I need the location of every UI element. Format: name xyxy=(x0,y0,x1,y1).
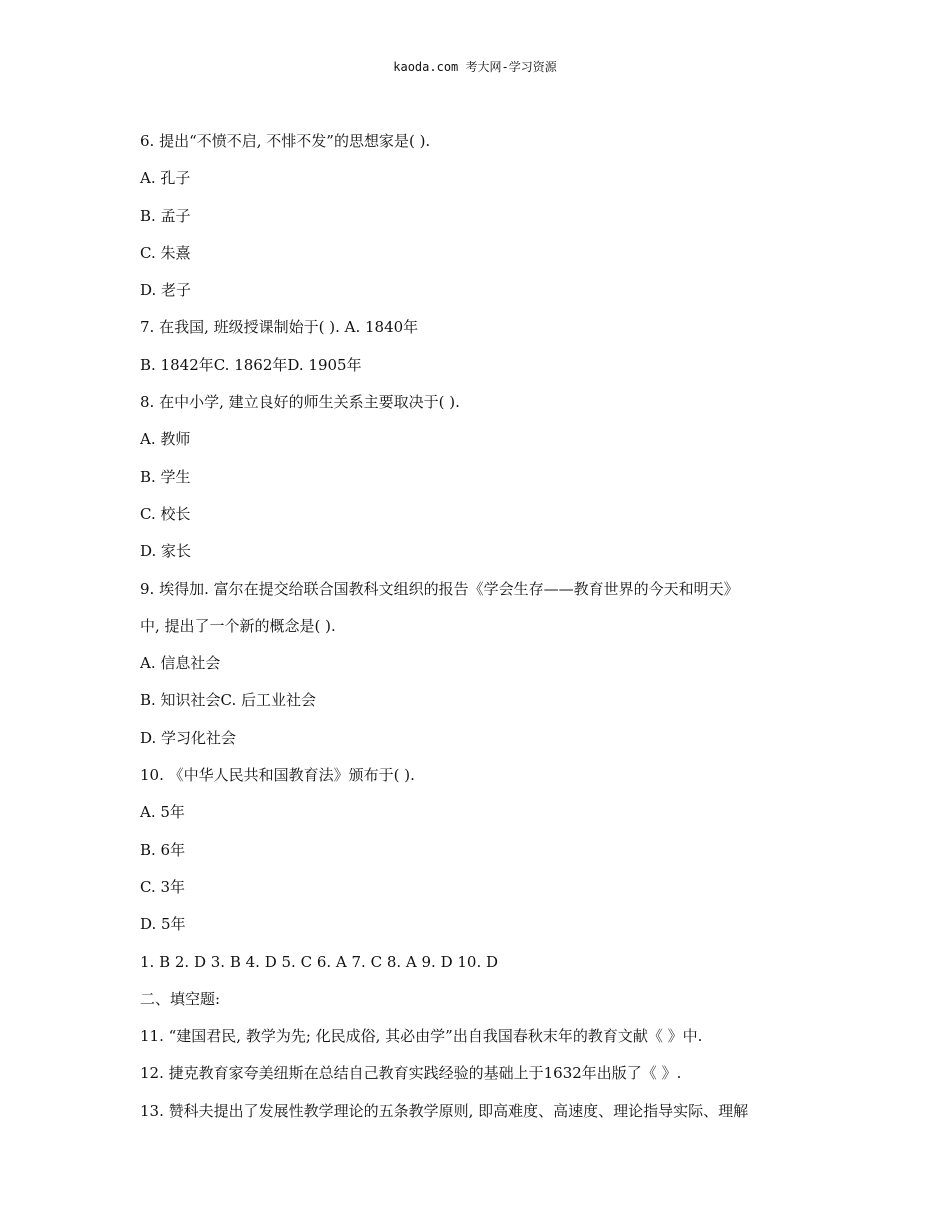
question-10-option-d: D. 5年 xyxy=(140,915,186,934)
question-8-option-b: B. 学生 xyxy=(140,467,191,486)
question-9-option-d: D. 学习化社会 xyxy=(140,728,237,747)
question-8-option-a: A. 教师 xyxy=(140,430,191,449)
question-6-option-a: A. 孔子 xyxy=(140,169,191,188)
question-10-option-b: B. 6年 xyxy=(140,840,186,859)
question-8-option-d: D. 家长 xyxy=(140,542,192,561)
question-6-option-b: B. 孟子 xyxy=(140,206,191,225)
question-6: 6. 提出“不愤不启, 不悱不发”的思想家是( ). xyxy=(140,132,431,150)
question-8-option-c: C. 校长 xyxy=(140,504,191,523)
question-9-option-b-c: B. 知识社会C. 后工业社会 xyxy=(140,691,317,710)
page-header: kaoda.com 考大网-学习资源 xyxy=(393,60,557,74)
question-10-option-a: A. 5年 xyxy=(140,803,185,822)
question-10-option-c: C. 3年 xyxy=(140,877,186,896)
question-8: 8. 在中小学, 建立良好的师生关系主要取决于( ). xyxy=(140,393,460,412)
question-10: 10. 《中华人民共和国教育法》颁布于( ). xyxy=(140,766,415,785)
section-heading-fill-in: 二、填空题: xyxy=(140,989,221,1008)
question-11: 11. “建国君民, 教学为先; 化民成俗, 其必由学”出自我国春秋末年的教育文献《 》中. xyxy=(140,1027,703,1046)
question-7: 7. 在我国, 班级授课制始于( ). A. 1840年 xyxy=(140,318,419,337)
question-7-options: B. 1842年C. 1862年D. 1905年 xyxy=(140,355,362,374)
question-6-option-c: C. 朱熹 xyxy=(140,243,191,262)
question-9-line-1: 9. 埃得加. 富尔在提交给联合国教科文组织的报告《学会生存——教育世界的今天和明天》 xyxy=(140,579,739,598)
document-body xyxy=(140,128,830,1135)
question-12: 12. 捷克教育家夸美纽斯在总结自己教育实践经验的基础上于1632年出版了《 》. xyxy=(140,1064,682,1083)
answer-key: 1. B 2. D 3. B 4. D 5. C 6. A 7. C 8. A 9. D 10. D xyxy=(140,952,499,971)
question-9-option-a: A. 信息社会 xyxy=(140,654,221,673)
question-6-option-d: D. 老子 xyxy=(140,281,192,300)
question-9-line-2: 中, 提出了一个新的概念是( ). xyxy=(140,616,336,635)
question-13: 13. 赞科夫提出了发展性教学理论的五条教学原则, 即高难度、高速度、理论指导实际、理解 xyxy=(140,1101,749,1120)
